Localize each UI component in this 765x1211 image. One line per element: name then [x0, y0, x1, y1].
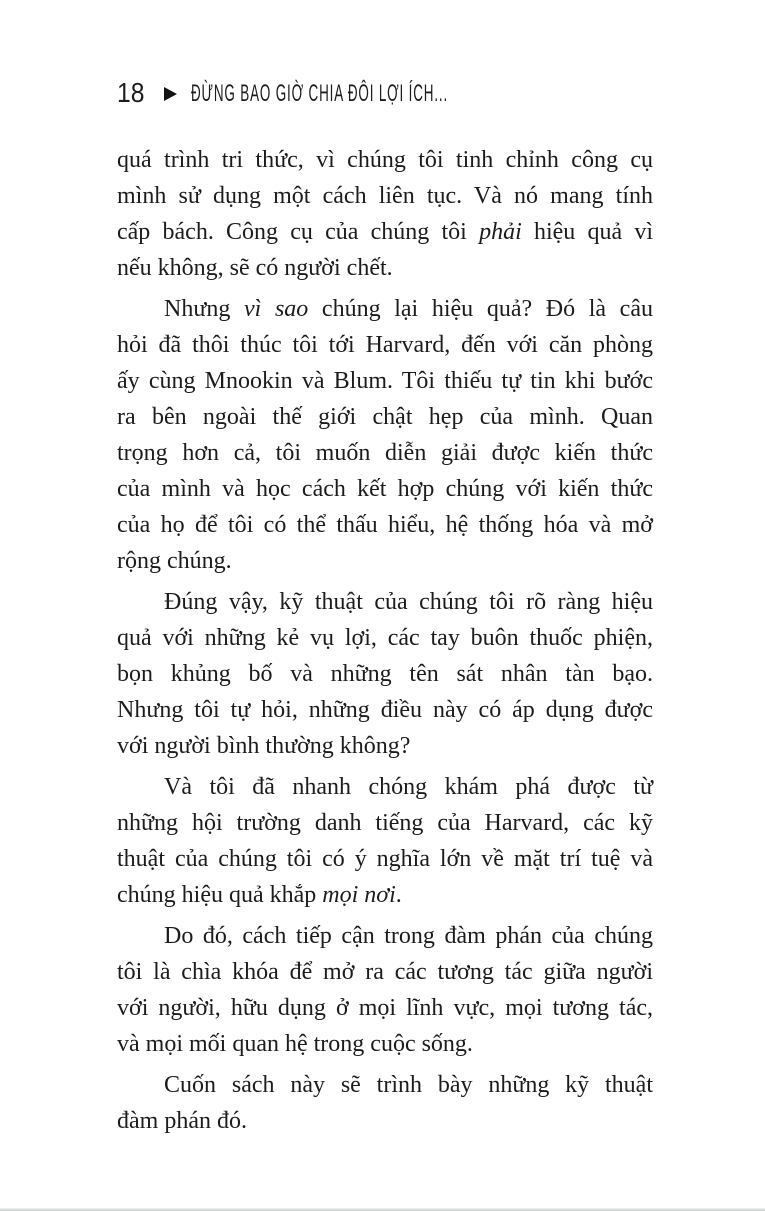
text-line: của mình và học cách kết hợp chúng với kiến thức	[117, 476, 653, 502]
text-line: Cuốn sách này sẽ trình bày những kỹ thuật	[164, 1072, 653, 1098]
paragraph	[117, 1067, 653, 1139]
paragraph	[117, 584, 653, 764]
text-line: những hội trường danh tiếng của Harvard, các kỹ	[117, 810, 653, 836]
text-line: mình sử dụng một cách liên tục. Và nó mang tính	[117, 183, 653, 209]
right-triangle-icon	[164, 87, 177, 101]
text-line: thuật của chúng tôi có ý nghĩa lớn về mặt trí tuệ và	[117, 846, 653, 872]
text-line: cấp bách. Công cụ của chúng tôi phải hiệu quả vì	[117, 219, 654, 245]
text-line: với người bình thường không?	[117, 733, 411, 759]
text-line: chúng hiệu quả khắp mọi nơi.	[117, 882, 402, 908]
text-line: quả với những kẻ vụ lợi, các tay buôn thuốc phiện,	[117, 625, 653, 651]
text-line: quá trình tri thức, vì chúng tôi tinh chỉnh công cụ	[117, 147, 653, 173]
text-line: Và tôi đã nhanh chóng khám phá được từ	[164, 774, 653, 800]
paragraph	[117, 291, 653, 579]
text-line: tôi là chìa khóa để mở ra các tương tác giữa người	[117, 959, 653, 985]
text-line: trọng hơn cả, tôi muốn diễn giải được kiến thức	[117, 440, 653, 466]
text-line: Nhưng tôi tự hỏi, những điều này có áp dụng được	[117, 697, 653, 723]
page-number: 18	[117, 77, 145, 108]
text-block	[117, 142, 653, 1139]
text-line: bọn khủng bố và những tên sát nhân tàn bạo.	[117, 661, 653, 687]
text-line: và mọi mối quan hệ trong cuộc sống.	[117, 1031, 473, 1057]
text-line: ra bên ngoài thế giới chật hẹp của mình. Quan	[117, 404, 653, 430]
book-title: ĐỪNG BAO GIỜ CHIA ĐÔI LỢI ÍCH...	[191, 80, 449, 107]
text-line: Do đó, cách tiếp cận trong đàm phán của chúng	[164, 923, 653, 949]
paragraph	[117, 918, 653, 1062]
text-line: nếu không, sẽ có người chết.	[117, 255, 393, 281]
page-header	[117, 78, 677, 110]
paragraph	[117, 142, 653, 286]
paragraph	[117, 769, 653, 913]
text-line: Nhưng vì sao chúng lại hiệu quả? Đó là câu	[164, 296, 653, 322]
text-line: rộng chúng.	[117, 548, 232, 574]
text-line: ấy cùng Mnookin và Blum. Tôi thiếu tự tin khi bước	[117, 368, 653, 394]
text-line: Đúng vậy, kỹ thuật của chúng tôi rõ ràng hiệu	[164, 589, 653, 615]
text-line: đàm phán đó.	[117, 1108, 247, 1134]
text-line: hỏi đã thôi thúc tôi tới Harvard, đến với căn phòng	[117, 332, 653, 358]
text-line: của họ để tôi có thể thấu hiểu, hệ thống hóa và mở	[117, 512, 653, 538]
text-line: với người, hữu dụng ở mọi lĩnh vực, mọi tương tác,	[117, 995, 653, 1021]
